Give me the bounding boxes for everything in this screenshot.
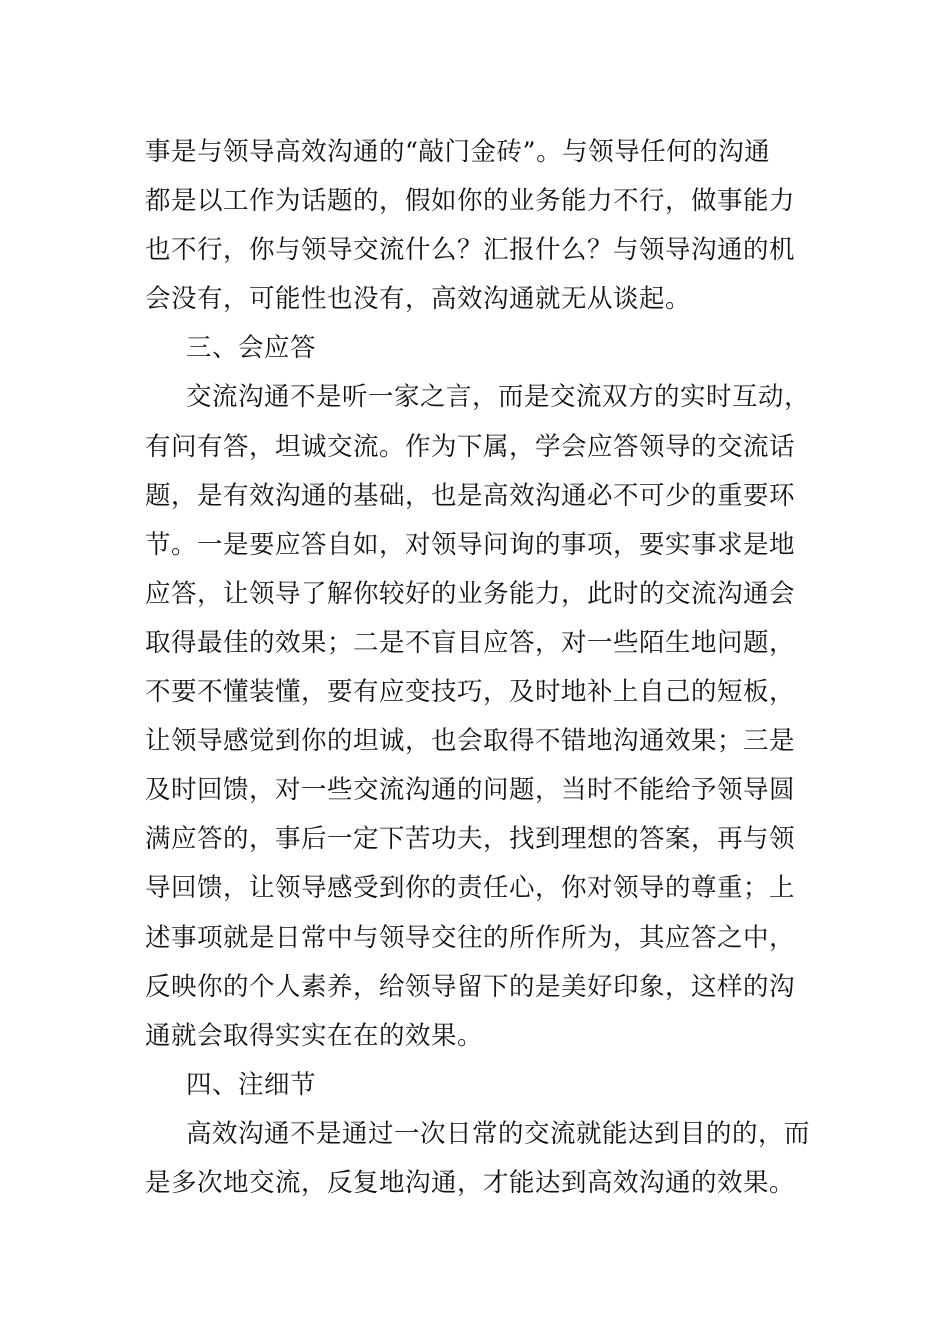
text-line: 交流沟通不是听一家之言，而是交流双方的实时互动，: [186, 382, 811, 413]
text-line: 及时回馈，对一些交流沟通的问题，当时不能给予领导圆: [145, 775, 796, 806]
text-line: 有问有答，坦诚交流。作为下属，学会应答领导的交流话: [145, 431, 796, 462]
text-line: 都是以工作为话题的，假如你的业务能力不行，做事能力: [145, 186, 796, 217]
text-line: 应答，让领导了解你较好的业务能力，此时的交流沟通会: [145, 578, 796, 609]
text-line: 会没有，可能性也没有，高效沟通就无从谈起。: [145, 284, 692, 315]
text-line: 导回馈，让领导感受到你的责任心，你对领导的尊重；上: [145, 873, 796, 904]
text-line: 述事项就是日常中与领导交往的所作所为，其应答之中，: [145, 922, 796, 953]
text-line: 不要不懂装懂，要有应变技巧，及时地补上自己的短板，: [145, 677, 796, 708]
section-heading-3: 三、会应答: [186, 333, 317, 364]
text-line: 取得最佳的效果；二是不盲目应答，对一些陌生地问题，: [145, 627, 796, 658]
text-line: 反映你的个人素养，给领导留下的是美好印象，这样的沟: [145, 971, 796, 1002]
text-line: 节。一是要应答自如，对领导问询的事项，要实事求是地: [145, 529, 796, 560]
document-body-text: [145, 128, 810, 1208]
text-line: 是多次地交流，反复地沟通，才能达到高效沟通的效果。: [145, 1167, 796, 1198]
text-line: 通就会取得实实在在的效果。: [145, 1020, 484, 1051]
text-line: 事是与领导高效沟通的“敲门金砖”。与领导任何的沟通: [145, 137, 771, 167]
text-line: 让领导感觉到你的坦诚，也会取得不错地沟通效果；三是: [145, 726, 796, 757]
text-line: 高效沟通不是通过一次日常的交流就能达到目的的，而: [186, 1118, 811, 1149]
text-line: 满应答的，事后一定下苦功夫，找到理想的答案，再与领: [145, 824, 796, 855]
text-line: 题，是有效沟通的基础，也是高效沟通必不可少的重要环: [145, 480, 796, 511]
text-line: 也不行，你与领导交流什么？汇报什么？与领导沟通的机: [145, 235, 796, 266]
section-heading-4: 四、注细节: [186, 1069, 317, 1100]
